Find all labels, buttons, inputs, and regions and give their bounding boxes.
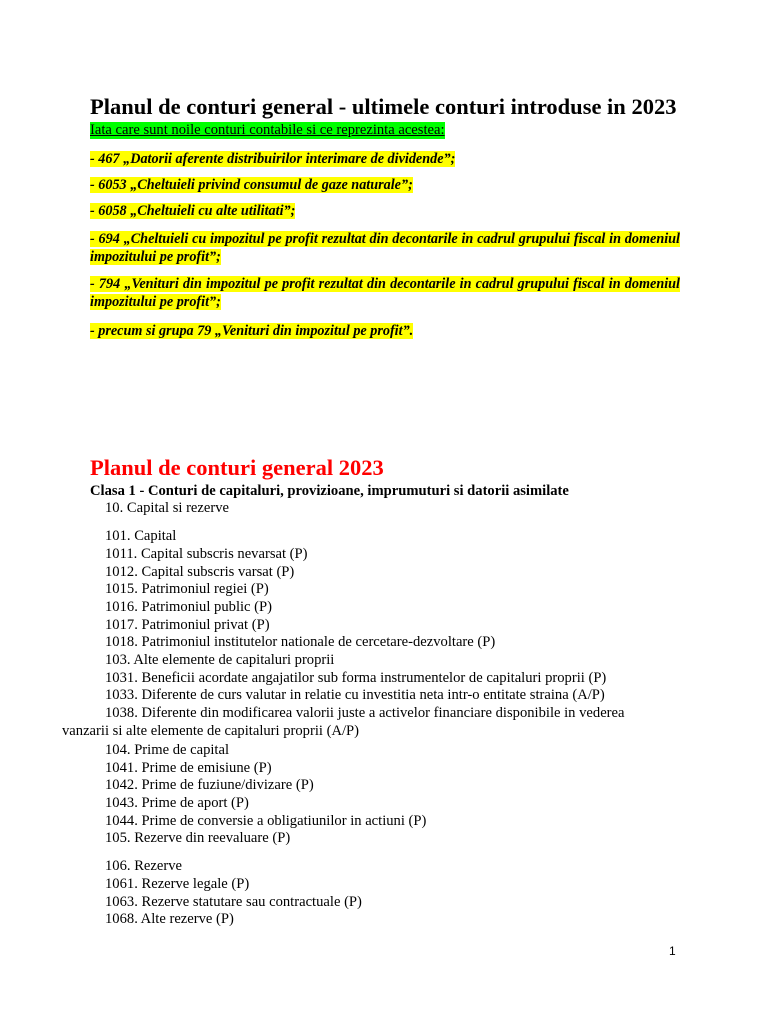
account-line: 1016. Patrimoniul public (P) — [105, 599, 273, 615]
account-line: 1033. Diferente de curs valutar in relatie cu investitia neta intr-o entitate straina (A/P) — [105, 687, 605, 703]
highlight-item: - precum si grupa 79 „Venituri din impozitul pe profit”. — [90, 323, 414, 339]
account-line: 1041. Prime de emisiune (P) — [105, 760, 272, 776]
account-line: 101. Capital — [105, 528, 177, 544]
account-line: 105. Rezerve din reevaluare (P) — [105, 830, 291, 846]
account-line: 104. Prime de capital — [105, 742, 230, 758]
account-line: 1018. Patrimoniul institutelor nationale de cercetare-dezvoltare (P) — [105, 634, 496, 650]
account-line: 106. Rezerve — [105, 858, 182, 874]
highlight-item: - 6053 „Cheltuieli privind consumul de gaze naturale”; — [90, 177, 413, 193]
account-line: 1043. Prime de aport (P) — [105, 795, 249, 811]
account-line: 1031. Beneficii acordate angajatilor sub forma instrumentelor de capitaluri proprii (P) — [105, 670, 607, 686]
page-number: 1 — [669, 944, 676, 958]
account-line: 1042. Prime de fuziune/divizare (P) — [105, 777, 314, 793]
section-title: Planul de conturi general 2023 — [90, 455, 384, 480]
intro-text: Iata care sunt noile conturi contabile si ce reprezinta acestea: — [90, 122, 445, 138]
highlight-item: - 467 „Datorii aferente distribuirilor interimare de dividende”; — [90, 151, 456, 167]
account-line: 10. Capital si rezerve — [105, 500, 229, 516]
account-line: 1012. Capital subscris varsat (P) — [105, 564, 295, 580]
account-line: 1044. Prime de conversie a obligatiunilor in actiuni (P) — [105, 813, 427, 829]
account-line: 1015. Patrimoniul regiei (P) — [105, 581, 269, 597]
account-line: 1068. Alte rezerve (P) — [105, 911, 234, 927]
account-line: 1017. Patrimoniul privat (P) — [105, 617, 270, 633]
account-line: 1061. Rezerve legale (P) — [105, 876, 250, 892]
highlight-item: - 694 „Cheltuieli cu impozitul pe profit rezultat din decontarile in cadrul grupului fiscal in domeniul impozitului pe profit”; — [90, 231, 680, 265]
highlight-item: - 6058 „Cheltuieli cu alte utilitati”; — [90, 203, 296, 219]
account-line: 1011. Capital subscris nevarsat (P) — [105, 546, 308, 562]
highlight-item: - 794 „Venituri din impozitul pe profit rezultat din decontarile in cadrul grupului fiscal in domeniul impozitului pe profit”; — [90, 276, 680, 310]
account-line: 103. Alte elemente de capitaluri proprii — [105, 652, 335, 668]
class-heading: Clasa 1 - Conturi de capitaluri, provizioane, imprumuturi si datorii asimilate — [90, 483, 569, 499]
account-line: 1063. Rezerve statutare sau contractuale (P) — [105, 894, 362, 910]
account-line: 1038. Diferente din modificarea valorii juste a activelor financiare disponibile in vederea vanzarii si alte elemente de capitaluri proprii (A/P) — [62, 705, 625, 739]
page-title: Planul de conturi general - ultimele conturi introduse in 2023 — [90, 94, 677, 119]
